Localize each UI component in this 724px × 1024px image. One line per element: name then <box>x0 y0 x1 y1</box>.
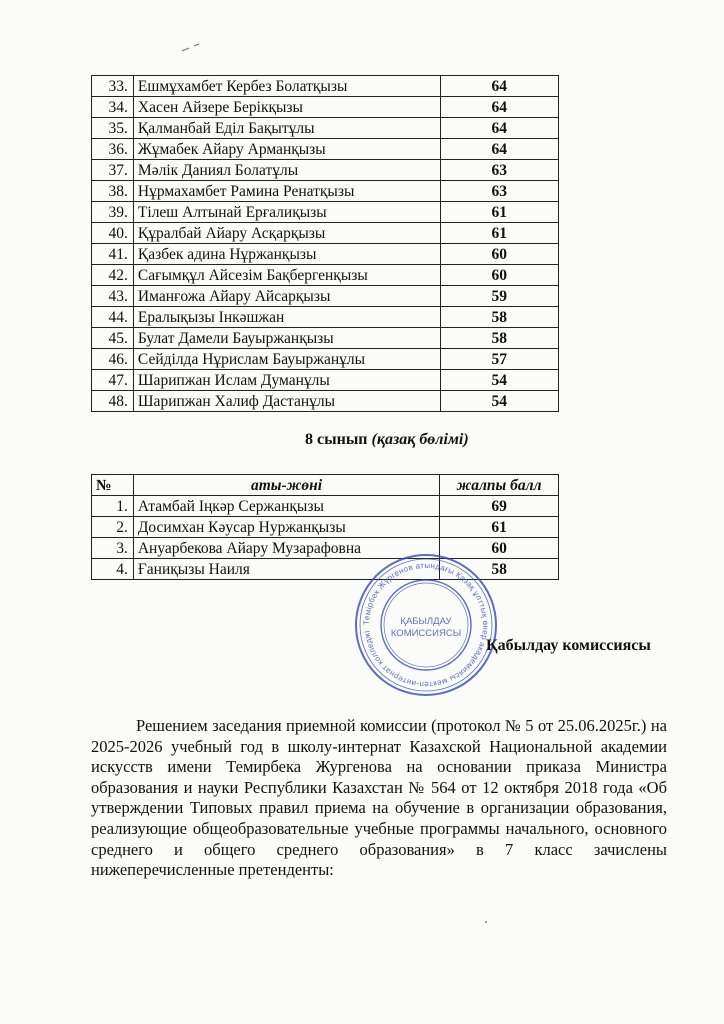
student-score: 64 <box>440 139 558 160</box>
row-number: 37. <box>92 160 134 181</box>
student-name: Қазбек адина Нұржанқызы <box>133 244 440 265</box>
student-name: Мәлік Даниял Болатұлы <box>133 160 440 181</box>
table-row <box>92 328 559 349</box>
student-score: 64 <box>440 76 558 97</box>
table-row <box>92 370 559 391</box>
row-number: 34. <box>92 97 134 118</box>
student-score: 54 <box>440 370 558 391</box>
student-name: Шарипжан Халиф Дастанұлы <box>133 391 440 412</box>
table-row <box>92 244 559 265</box>
student-score: 61 <box>440 223 558 244</box>
student-score: 60 <box>440 265 558 286</box>
row-number: 36. <box>92 139 134 160</box>
table-row <box>92 76 559 97</box>
student-score: 58 <box>440 307 558 328</box>
scan-mark <box>180 42 202 54</box>
table-row <box>92 97 559 118</box>
results-table-continued <box>91 75 559 412</box>
table-row <box>92 181 559 202</box>
student-name: Ералықызы Інкәшжан <box>133 307 440 328</box>
student-score: 61 <box>440 202 558 223</box>
student-score: 63 <box>440 181 558 202</box>
student-name: Нұрмахамбет Рамина Ренатқызы <box>133 181 440 202</box>
table-row <box>92 139 559 160</box>
table-row <box>92 118 559 139</box>
table-header-row <box>92 475 559 496</box>
student-name: Шарипжан Ислам Думанұлы <box>133 370 440 391</box>
svg-text:Темірбек Жүргенов атындағы Қаз: Темірбек Жүргенов атындағы Қазақ ұлттық өнер академиясы мектеп-интернат колледжі <box>361 560 491 690</box>
student-name: Сағымқұл Айсезім Бақбергенқызы <box>133 265 440 286</box>
student-name: Тілеш Алтынай Ерғалиқызы <box>133 202 440 223</box>
student-score: 64 <box>440 97 558 118</box>
row-number: 39. <box>92 202 134 223</box>
student-name: Құралбай Айару Асқарқызы <box>133 223 440 244</box>
student-name: Жұмабек Айару Арманқызы <box>133 139 440 160</box>
table-row <box>92 307 559 328</box>
commission-label: Қабылдау комиссиясы <box>486 637 651 654</box>
table-row <box>92 496 559 517</box>
row-number: 3. <box>92 538 134 559</box>
student-name: Хасен Айзере Берікқызы <box>133 97 440 118</box>
row-number: 45. <box>92 328 134 349</box>
student-score: 63 <box>440 160 558 181</box>
student-score: 54 <box>440 391 558 412</box>
table-row <box>92 265 559 286</box>
row-number: 4. <box>92 559 134 580</box>
row-number: 44. <box>92 307 134 328</box>
student-name: Булат Дамели Бауыржанқызы <box>133 328 440 349</box>
student-score: 58 <box>440 328 558 349</box>
official-stamp <box>351 550 501 700</box>
table-row <box>92 286 559 307</box>
student-name: Қалманбай Еділ Бақытұлы <box>133 118 440 139</box>
row-number: 2. <box>92 517 134 538</box>
student-score: 59 <box>440 286 558 307</box>
table-row <box>92 160 559 181</box>
header-score: жалпы балл <box>440 475 559 496</box>
row-number: 1. <box>92 496 134 517</box>
row-number: 40. <box>92 223 134 244</box>
stamp-center-line2: КОМИССИЯСЫ <box>390 628 462 639</box>
row-number: 42. <box>92 265 134 286</box>
student-name: Ешмұхамбет Кербез Болатқызы <box>133 76 440 97</box>
student-score: 60 <box>440 244 558 265</box>
table-row <box>92 391 559 412</box>
student-score: 69 <box>440 496 559 517</box>
student-score: 57 <box>440 349 558 370</box>
scan-dot <box>484 920 488 924</box>
row-number: 41. <box>92 244 134 265</box>
header-number: № <box>92 475 134 496</box>
decision-paragraph <box>91 716 667 881</box>
row-number: 35. <box>92 118 134 139</box>
row-number: 46. <box>92 349 134 370</box>
student-score: 60 <box>440 538 559 559</box>
student-name: Иманғожа Айару Айсарқызы <box>133 286 440 307</box>
paragraph-text: Решением заседания приемной комиссии (протокол № 5 от 25.06.2025г.) на 2025-2026 учебный год в школу-интернат Казахской Национальной академии искусств имени Темирбека Жургенова на основании приказа Министра образования и науки Республики Казахстан № 564 от 12 октября 2018 года «Об утверждении Типовых правил приема на обучение в организации образования, реализующие общеобразовательные учебные программы начального, основного среднего и общего среднего образования» в 7 класс зачислены нижеперечисленные претенденты: <box>91 716 667 880</box>
student-name: Ғаниқызы Наиля <box>133 559 439 580</box>
header-name: аты-жөні <box>133 475 439 496</box>
stamp-center-line1: ҚАБЫЛДАУ <box>400 616 452 627</box>
student-score: 64 <box>440 118 558 139</box>
table-row <box>92 202 559 223</box>
section-heading: 8 сынып (қазақ бөлімі) <box>305 431 469 448</box>
row-number: 33. <box>92 76 134 97</box>
table-row <box>92 223 559 244</box>
student-name: Ануарбекова Айару Музарафовна <box>133 538 439 559</box>
table-row <box>92 517 559 538</box>
row-number: 38. <box>92 181 134 202</box>
row-number: 43. <box>92 286 134 307</box>
row-number: 48. <box>92 391 134 412</box>
student-name: Досимхан Кәусар Нуржанқызы <box>133 517 439 538</box>
table-row <box>92 349 559 370</box>
row-number: 47. <box>92 370 134 391</box>
student-score: 61 <box>440 517 559 538</box>
student-score: 58 <box>440 559 559 580</box>
student-name: Атамбай Іңкәр Сержанқызы <box>133 496 439 517</box>
student-name: Сейділда Нұрислам Бауыржанұлы <box>133 349 440 370</box>
